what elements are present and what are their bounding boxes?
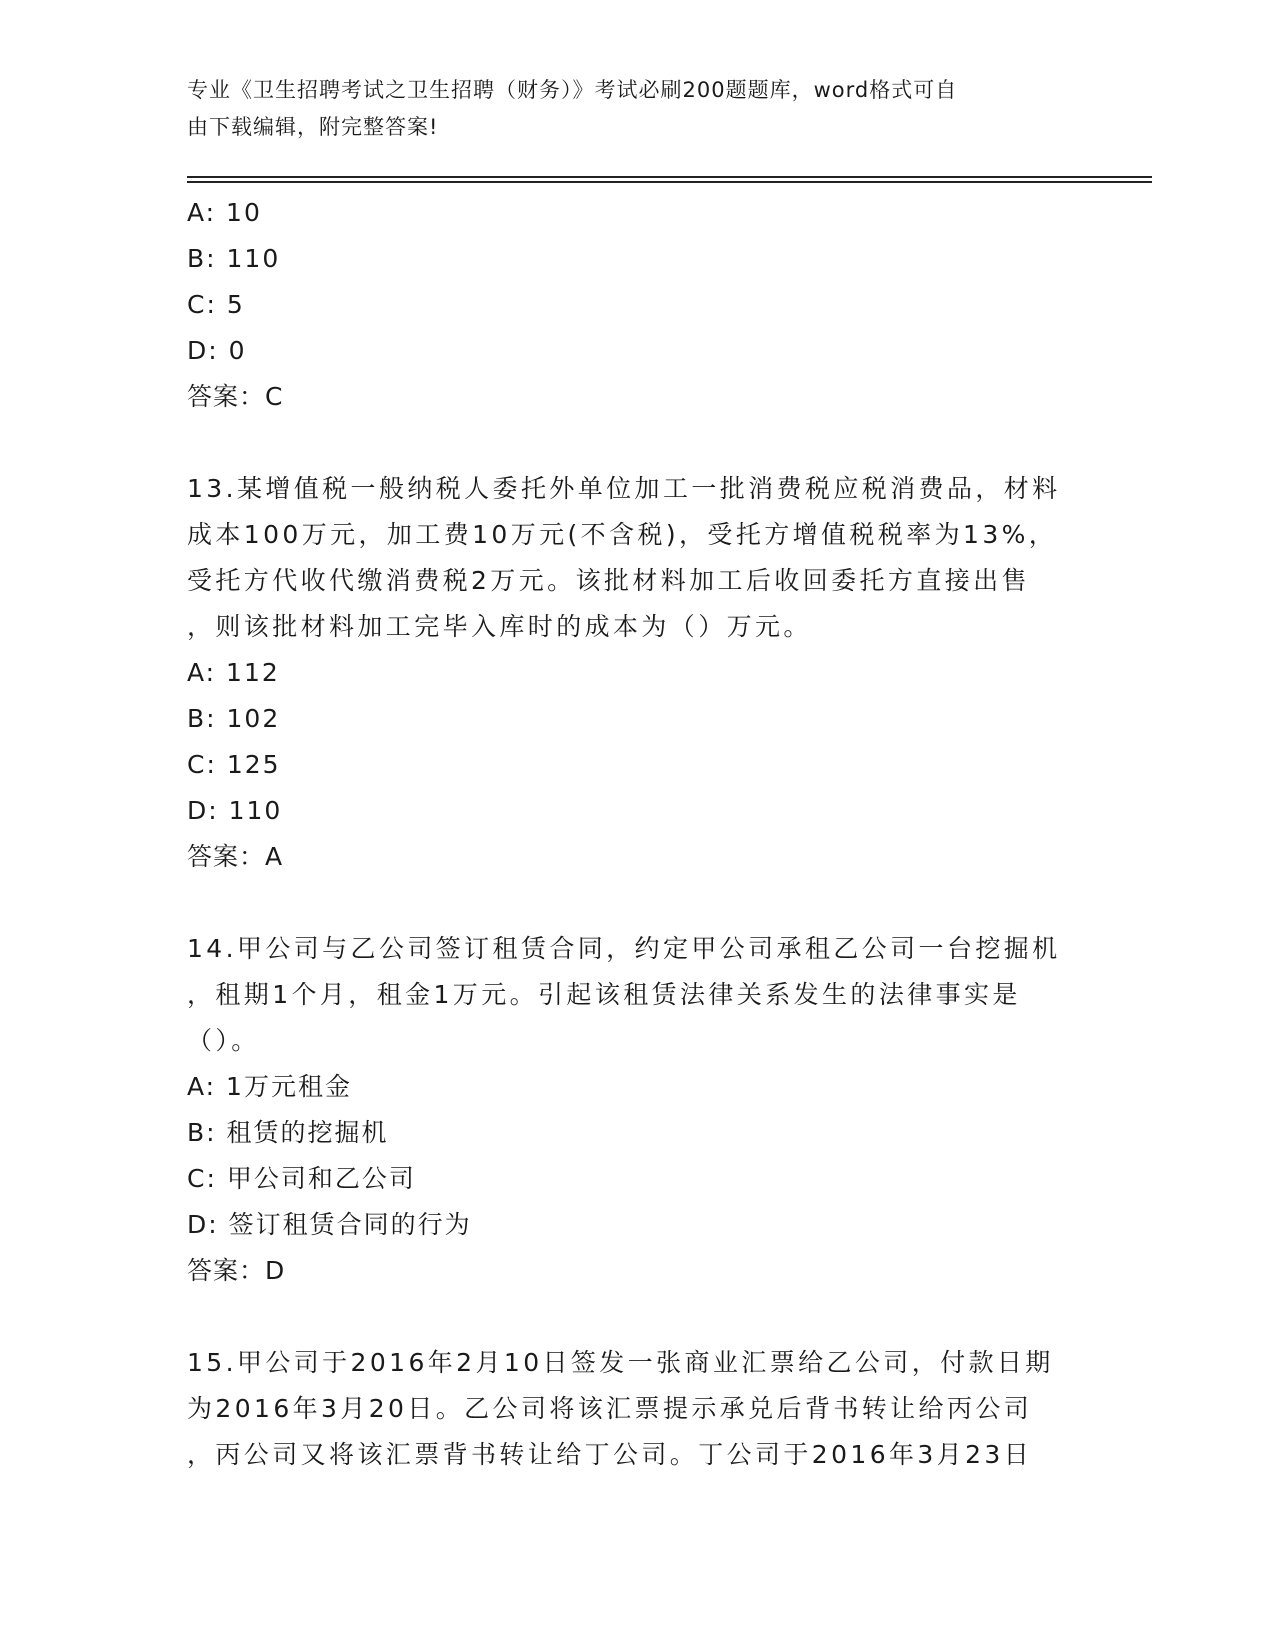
answer-line: 答案：D (187, 1256, 286, 1285)
header-divider-top (187, 176, 1152, 178)
option-d: D: 0 (187, 336, 247, 365)
header-title-line-1: 专业《卫生招聘考试之卫生招聘（财务）》考试必刷200题题库，word格式可自 (187, 78, 958, 102)
answer-line: 答案：C (187, 382, 284, 411)
option-c: C: 5 (187, 290, 245, 319)
option-b: B: 110 (187, 244, 281, 273)
option-d: D: 签订租赁合同的行为 (187, 1210, 472, 1239)
stem-line: 14.甲公司与乙公司签订租赁合同，约定甲公司承租乙公司一台挖掘机 (187, 934, 1061, 963)
option-b: B: 102 (187, 704, 281, 733)
option-a: A: 1万元租金 (187, 1072, 352, 1101)
question-13 (187, 466, 1087, 880)
option-a: A: 10 (187, 198, 262, 227)
header-title-line-2: 由下载编辑，附完整答案! (187, 115, 439, 139)
document-header (187, 72, 1067, 146)
option-b: B: 租赁的挖掘机 (187, 1118, 389, 1147)
spacer (187, 1294, 1087, 1340)
option-c: C: 甲公司和乙公司 (187, 1164, 416, 1193)
header-divider-bottom (187, 181, 1152, 183)
question-stem (187, 926, 1087, 1064)
stem-line: 15.甲公司于2016年2月10日签发一张商业汇票给乙公司，付款日期 (187, 1348, 1054, 1377)
option-d: D: 110 (187, 796, 283, 825)
document-body (187, 190, 1087, 1478)
stem-line: 13.某增值税一般纳税人委托外单位加工一批消费税应税消费品，材料 (187, 474, 1061, 503)
stem-line: 为2016年3月20日。乙公司将该汇票提示承兑后背书转让给丙公司 (187, 1394, 1033, 1423)
option-a: A: 112 (187, 658, 280, 687)
stem-line: ，租期1个月，租金1万元。引起该租赁法律关系发生的法律事实是 (187, 980, 1021, 1009)
option-c: C: 125 (187, 750, 281, 779)
stem-line: ，则该批材料加工完毕入库时的成本为（）万元。 (187, 612, 812, 641)
question-stem (187, 1340, 1087, 1478)
stem-line: 成本100万元，加工费10万元(不含税)，受托方增值税税率为13%， (187, 520, 1058, 549)
spacer (187, 880, 1087, 926)
question-15 (187, 1340, 1087, 1478)
question-stem (187, 466, 1087, 650)
spacer (187, 420, 1087, 466)
stem-line: （）。 (187, 1026, 260, 1055)
answer-line: 答案：A (187, 842, 284, 871)
stem-line: ，丙公司又将该汇票背书转让给丁公司。丁公司于2016年3月23日 (187, 1440, 1033, 1469)
question-14 (187, 926, 1087, 1294)
stem-line: 受托方代收代缴消费税2万元。该批材料加工后收回委托方直接出售 (187, 566, 1030, 595)
question-12 (187, 190, 1087, 420)
